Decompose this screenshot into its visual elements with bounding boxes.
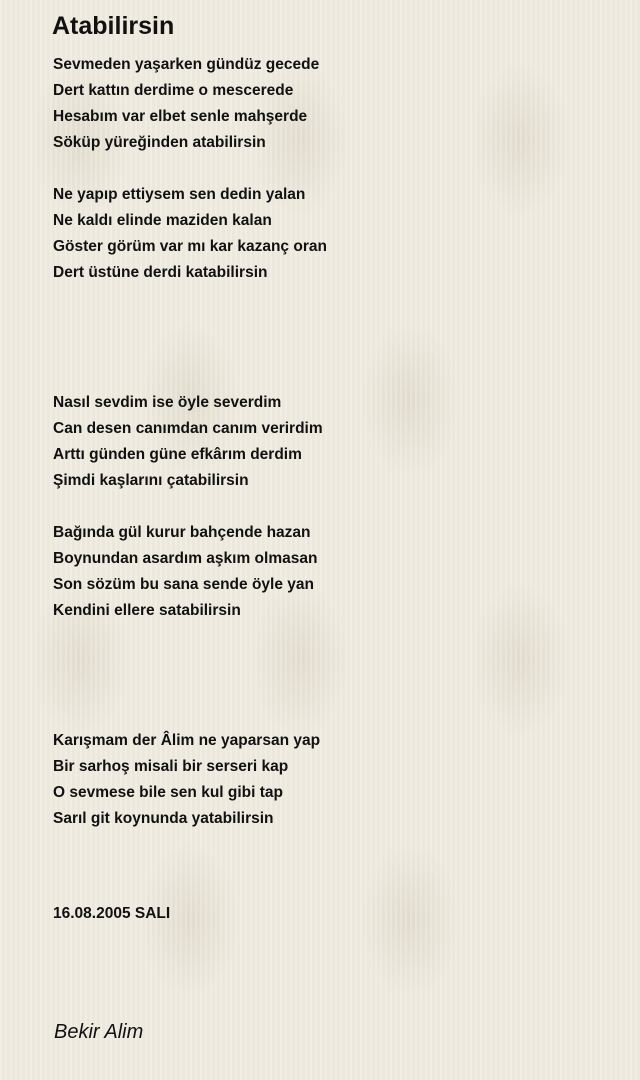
poem-line: Sevmeden yaşarken gündüz gecede [53, 56, 320, 73]
poem-line: Ne yapıp ettiysem sen dedin yalan [53, 186, 306, 203]
stanza-3 [53, 390, 613, 494]
stanza-gap [53, 156, 613, 182]
poem-line: Can desen canımdan canım verirdim [53, 420, 323, 437]
stanza-5 [53, 728, 613, 832]
poem-line: Bir sarhoş misali bir serseri kap [53, 758, 289, 775]
poem-line: Sarıl git koynunda yatabilirsin [53, 810, 274, 827]
stanza-gap [53, 494, 613, 520]
poem-line: Hesabım var elbet senle mahşerde [53, 108, 308, 125]
poem-line: Arttı günden güne efkârım derdim [53, 446, 302, 463]
poem-line: Dert üstüne derdi katabilirsin [53, 264, 268, 281]
poem-line: Dert kattın derdime o mescerede [53, 82, 294, 99]
author-name: Bekir Alim [54, 1021, 144, 1043]
poem-line: Nasıl sevdim ise öyle severdim [53, 394, 282, 411]
poem-line: Söküp yüreğinden atabilirsin [53, 134, 266, 151]
poem-title: Atabilirsin [52, 12, 175, 40]
poem-line: Ne kaldı elinde maziden kalan [53, 212, 272, 229]
poem-date: 16.08.2005 SALI [53, 905, 171, 922]
poem-line: Kendini ellere satabilirsin [53, 602, 241, 619]
poem-line: Bağında gül kurur bahçende hazan [53, 524, 311, 541]
stanza-2 [53, 182, 613, 286]
stanza-gap [53, 286, 613, 390]
stanza-1 [53, 52, 613, 156]
stanza-4 [53, 520, 613, 624]
poem-body [53, 52, 613, 832]
stanza-gap [53, 624, 613, 728]
poem-line: Son sözüm bu sana sende öyle yan [53, 576, 314, 593]
poem-line: Boynundan asardım aşkım olmasan [53, 550, 318, 567]
poem-line: O sevmese bile sen kul gibi tap [53, 784, 284, 801]
poem-line: Şimdi kaşlarını çatabilirsin [53, 472, 249, 489]
poem-line: Karışmam der Âlim ne yaparsan yap [53, 732, 321, 749]
poem-line: Göster görüm var mı kar kazanç oran [53, 238, 327, 255]
